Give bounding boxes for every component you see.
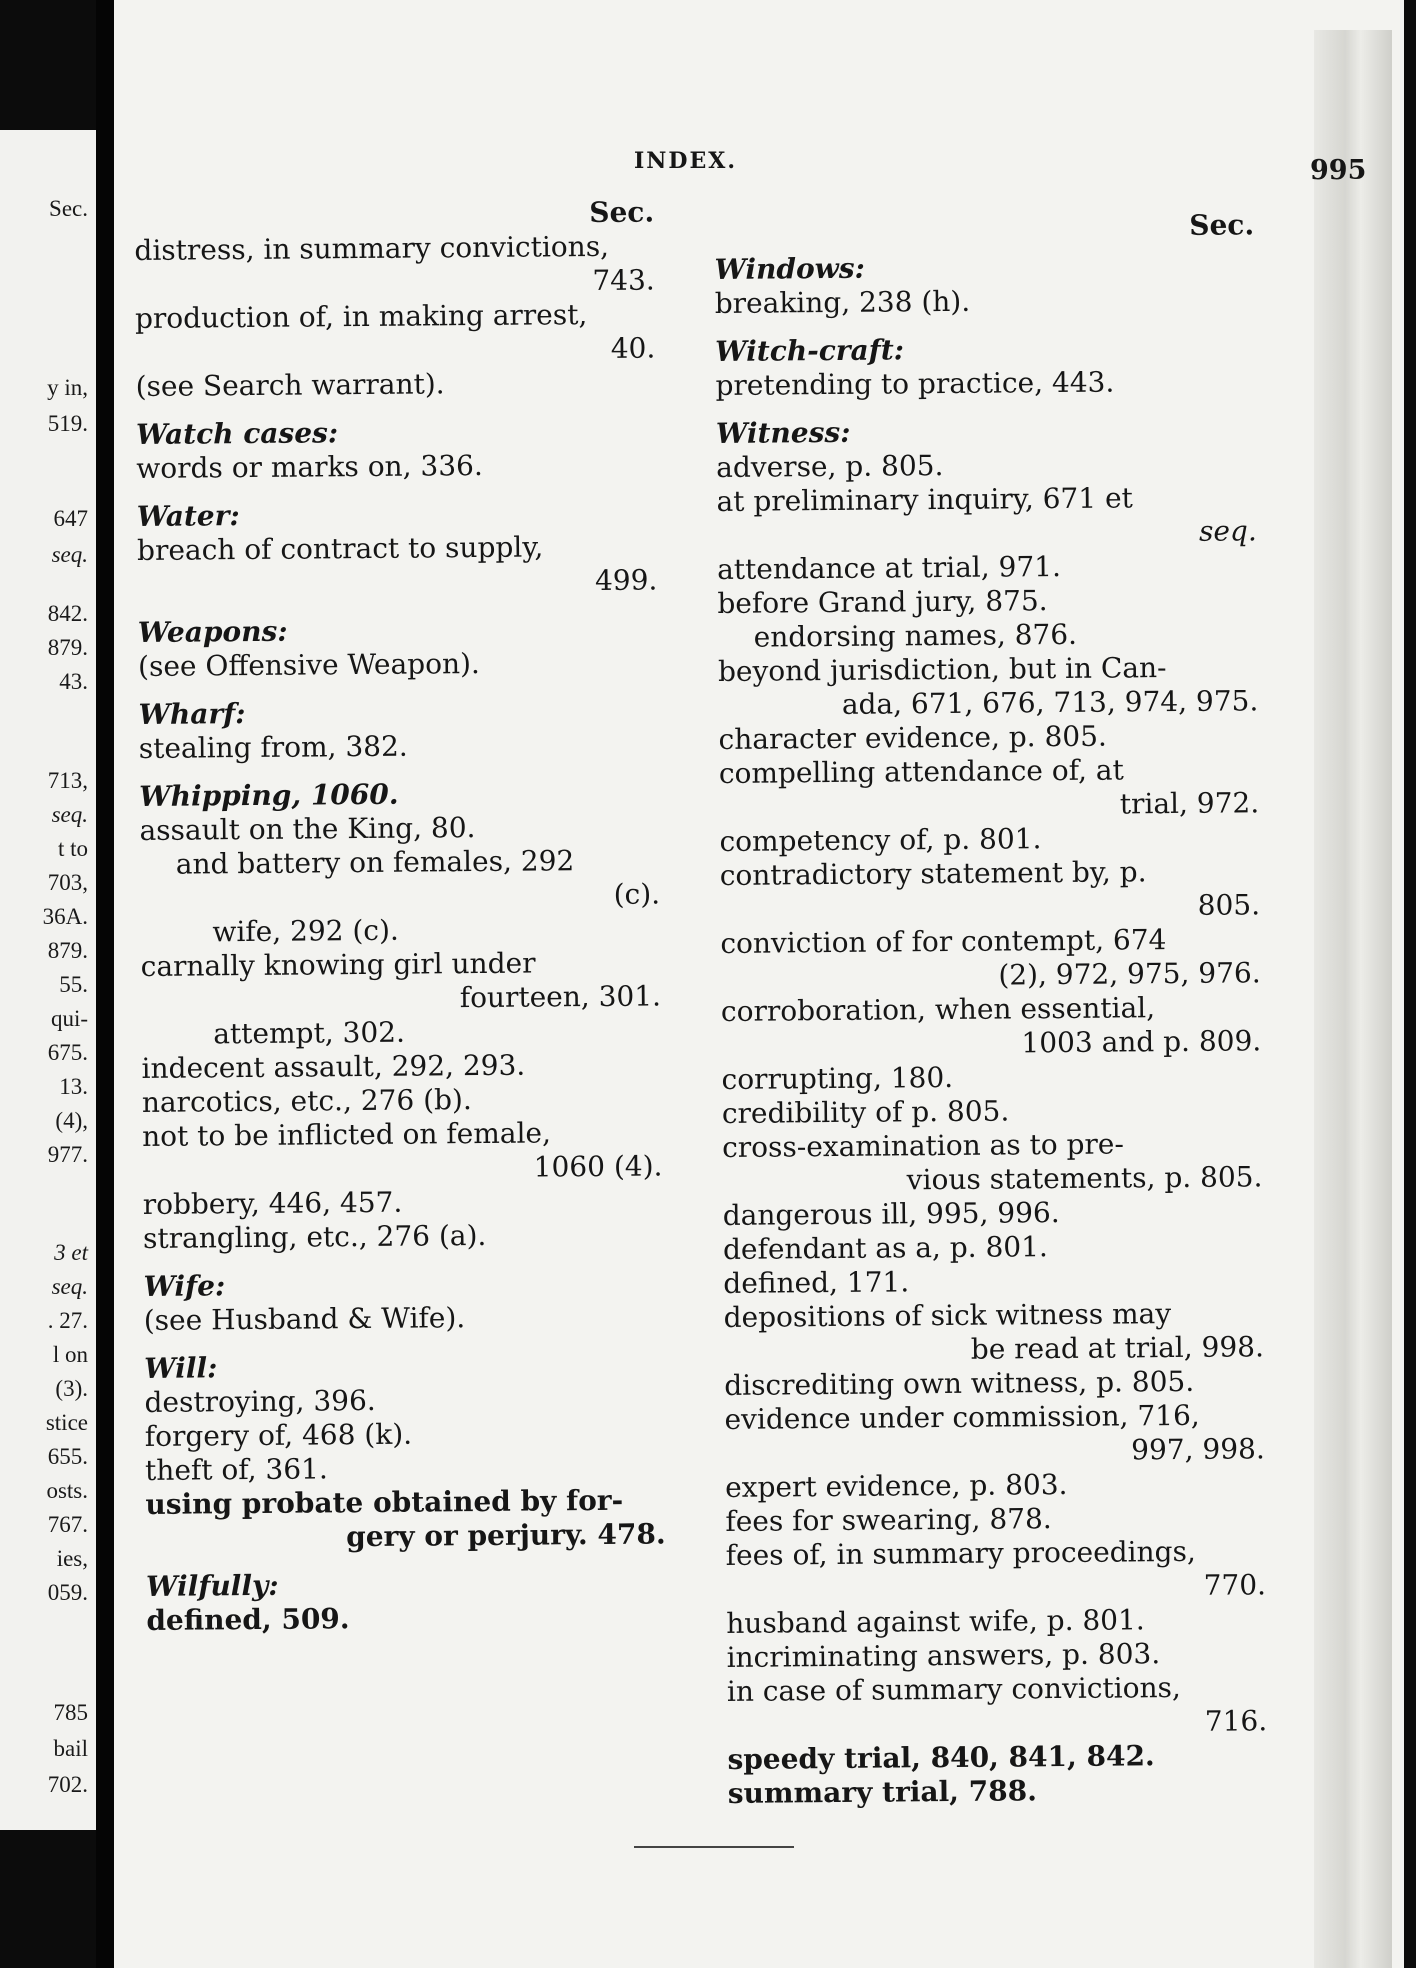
index-entry: production of, in making arrest, <box>134 298 588 335</box>
margin-fragment: Sec. <box>49 196 88 221</box>
index-entry: fees for swearing, 878. <box>725 1502 1052 1538</box>
end-rule <box>634 1846 794 1848</box>
page-edges <box>1314 30 1392 1968</box>
index-entry: indecent assault, 292, 293. <box>141 1048 526 1085</box>
index-entry: theft of, 361. <box>144 1452 328 1487</box>
margin-fragment: 059. <box>47 1580 88 1605</box>
margin-fragment: seq. <box>51 1274 88 1299</box>
index-entry: compelling attendance of, at <box>718 753 1124 790</box>
section-label: Sec. <box>1189 208 1255 242</box>
index-entry: defined, 509. <box>146 1602 350 1637</box>
index-entry-continuation: vious statements, p. 805. <box>906 1160 1263 1197</box>
margin-fragment: seq. <box>51 542 88 567</box>
index-entry: (see Search warrant). <box>135 367 445 403</box>
index-entry: not to be inflicted on female, <box>142 1116 552 1153</box>
margin-fragment: 703, <box>47 870 88 895</box>
index-entry-continuation: ada, 671, 676, 713, 974, 975. <box>841 684 1259 721</box>
index-entry: competency of, p. 801. <box>719 822 1042 858</box>
index-entry: expert evidence, p. 803. <box>724 1467 1068 1504</box>
index-entry: stealing from, 382. <box>138 729 408 765</box>
index-entry: summary trial, 788. <box>727 1774 1038 1810</box>
margin-fragment: ies, <box>56 1546 88 1571</box>
margin-fragment: 879. <box>47 635 88 660</box>
index-entry: incriminating answers, p. 803. <box>726 1637 1161 1674</box>
index-entry: speedy trial, 840, 841, 842. <box>727 1739 1155 1776</box>
margin-fragment: (4), <box>55 1108 88 1133</box>
index-entry: breaking, 238 (h). <box>714 284 971 320</box>
index-entry-continuation: (c). <box>613 877 661 911</box>
index-entry: contradictory statement by, p. <box>719 855 1147 892</box>
margin-fragment: 785 <box>53 1700 88 1725</box>
index-entry: corrupting, 180. <box>721 1060 954 1096</box>
margin-fragment: 977. <box>47 1142 88 1167</box>
index-entry-continuation: 997, 998. <box>1131 1432 1265 1467</box>
index-entry: using probate obtained by for- <box>145 1483 624 1521</box>
margin-fragment: osts. <box>46 1478 88 1503</box>
margin-fragment: 879. <box>47 938 88 963</box>
margin-fragment: 519. <box>47 411 88 436</box>
index-entry: destroying, 396. <box>144 1383 376 1419</box>
index-subentry: attempt, 302. <box>213 1015 406 1051</box>
index-entry: corroboration, when essential, <box>720 991 1156 1028</box>
margin-fragment: . 27. <box>47 1308 88 1333</box>
index-entry-continuation: 1060 (4). <box>533 1149 663 1184</box>
previous-page-margin <box>0 130 96 1830</box>
index-heading: Whipping, 1060. <box>139 777 399 813</box>
index-entry: pretending to practice, 443. <box>715 365 1115 402</box>
index-heading: Watch cases: <box>135 416 339 451</box>
index-heading: Wilfully: <box>145 1568 279 1603</box>
margin-fragment: y in, <box>47 375 88 400</box>
index-entry: words or marks on, 336. <box>136 448 483 485</box>
section-label: Sec. <box>589 195 655 230</box>
index-entry-continuation: 499. <box>594 563 658 597</box>
margin-fragment: 43. <box>59 669 88 694</box>
margin-fragment: 702. <box>47 1772 88 1797</box>
index-entry: defendant as a, p. 801. <box>722 1230 1048 1266</box>
index-heading: Witness: <box>715 415 851 450</box>
index-entry-continuation: 770. <box>1203 1568 1267 1602</box>
margin-fragment: 647 <box>53 506 88 531</box>
index-entry: fees of, in summary proceedings, <box>725 1534 1196 1572</box>
index-entry: evidence under commission, 716, <box>724 1398 1200 1436</box>
index-entry: conviction of for contempt, 674 <box>720 923 1167 960</box>
index-entry: husband against wife, p. 801. <box>726 1603 1145 1640</box>
index-entry: robbery, 446, 457. <box>142 1185 403 1221</box>
index-entry: before Grand jury, 875. <box>717 584 1048 620</box>
index-heading: Wharf: <box>138 697 246 731</box>
index-entry: (see Husband & Wife). <box>143 1301 466 1337</box>
index-entry: carnally knowing girl under <box>140 946 536 983</box>
running-head: INDEX. <box>634 148 737 174</box>
index-entry: credibility of p. 805. <box>721 1094 1010 1130</box>
index-entry: strangling, etc., 276 (a). <box>142 1218 487 1255</box>
margin-fragment: l on <box>52 1342 88 1367</box>
margin-fragment: 36A. <box>42 904 88 929</box>
index-entry: defined, 171. <box>723 1265 910 1300</box>
index-entry-continuation: 805. <box>1197 888 1261 922</box>
index-entry: discrediting own witness, p. 805. <box>724 1364 1195 1402</box>
index-entry: narcotics, etc., 276 (b). <box>141 1083 472 1119</box>
index-page <box>114 0 1404 1968</box>
index-entry: in case of summary convictions, <box>726 1670 1181 1708</box>
index-entry-continuation: fourteen, 301. <box>459 979 662 1015</box>
index-heading: Will: <box>144 1351 218 1385</box>
book-spine-gutter <box>96 0 114 1968</box>
index-entry-continuation: seq. <box>1198 514 1257 548</box>
index-entry: adverse, p. 805. <box>716 449 944 484</box>
margin-fragment: stice <box>45 1410 88 1435</box>
index-subentry: wife, 292 (c). <box>212 913 399 949</box>
margin-fragment: qui- <box>50 1006 88 1031</box>
index-heading: Wife: <box>143 1269 226 1303</box>
margin-fragment: 655. <box>47 1444 88 1469</box>
index-column-left <box>134 195 667 1637</box>
margin-fragment: 842. <box>47 601 88 626</box>
margin-fragment: 767. <box>47 1512 88 1537</box>
index-entry: character evidence, p. 805. <box>718 719 1108 756</box>
margin-fragment: 675. <box>47 1040 88 1065</box>
index-entry: at preliminary inquiry, 671 et <box>716 481 1133 518</box>
index-entry: (see Offensive Weapon). <box>137 647 480 683</box>
margin-fragment: 3 et <box>54 1240 88 1265</box>
margin-fragment: t to <box>57 836 88 861</box>
index-entry: distress, in summary convictions, <box>134 229 610 267</box>
index-column-right <box>714 208 1268 1811</box>
index-heading: Windows: <box>714 251 866 286</box>
index-entry-continuation: (2), 972, 975, 976. <box>998 956 1261 992</box>
index-entry-continuation: trial, 972. <box>1119 786 1260 821</box>
index-entry-continuation: 1003 and p. 809. <box>1021 1024 1262 1060</box>
index-entry: dangerous ill, 995, 996. <box>722 1196 1060 1232</box>
index-entry-continuation: 716. <box>1204 1704 1268 1738</box>
margin-fragment: seq. <box>51 802 88 827</box>
index-heading: Witch-craft: <box>715 333 905 368</box>
index-entry-continuation: 743. <box>592 263 655 298</box>
index-entry: cross-examination as to pre- <box>722 1127 1125 1164</box>
index-heading: Weapons: <box>137 614 288 649</box>
margin-fragment: 55. <box>59 972 88 997</box>
margin-fragment: 13. <box>59 1074 88 1099</box>
margin-fragment: 713, <box>47 768 88 793</box>
index-entry: forgery of, 468 (k). <box>144 1417 413 1453</box>
index-subentry: endorsing names, 876. <box>753 617 1078 654</box>
margin-fragment: (3). <box>55 1376 88 1401</box>
index-subentry: and battery on females, 292 <box>175 844 575 881</box>
index-entry-continuation: 40. <box>610 331 656 365</box>
index-entry-continuation: be read at trial, 998. <box>970 1330 1265 1366</box>
margin-fragment: bail <box>53 1736 88 1761</box>
index-entry: attendance at trial, 971. <box>716 549 1062 586</box>
index-heading: Water: <box>136 499 240 533</box>
index-entry: beyond jurisdiction, but in Can- <box>717 651 1167 688</box>
index-entry-continuation: gery or perjury. 478. <box>346 1517 666 1554</box>
page-number: 995 <box>1310 155 1367 186</box>
index-entry: assault on the King, 80. <box>139 811 476 847</box>
index-entry: breach of contract to supply, <box>136 530 544 567</box>
index-entry: depositions of sick witness may <box>723 1297 1172 1334</box>
